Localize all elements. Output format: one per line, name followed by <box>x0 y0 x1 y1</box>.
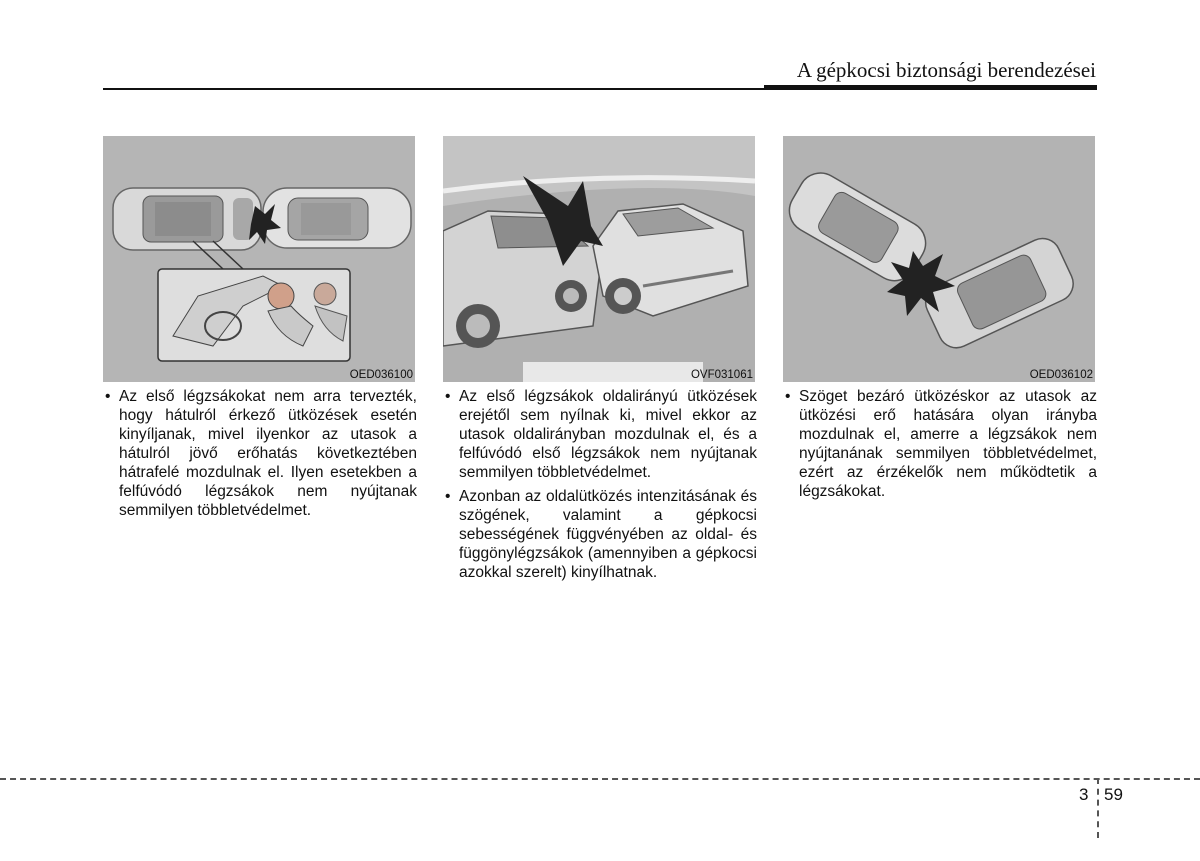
page-chapter: 3 <box>1079 785 1089 804</box>
side-collision-illustration <box>443 136 755 382</box>
angled-collision-illustration <box>783 136 1095 382</box>
page-header-title: A gépkocsi biztonsági berendezései <box>796 58 1096 82</box>
car-right <box>263 188 411 248</box>
text-column-1 <box>103 387 417 525</box>
figure-code: OVF031061 <box>690 369 753 381</box>
text-column-3 <box>783 387 1097 506</box>
figure-side-collision <box>443 136 755 382</box>
bullet-text: • Szöget bezáró ütközéskor az utasok az ütközési erő hatására olyan irányba mozdulnak el, amerre a légzsákok nem nyújtanának semmilyen többletvédelmet, ezért az érzékelők nem működtetik a légzsákokat. <box>783 387 1097 501</box>
page-number: 59 <box>1104 785 1123 804</box>
rear-collision-illustration <box>103 136 415 382</box>
figure-angled-collision <box>783 136 1095 382</box>
bullet-text: • Azonban az oldalütközés intenzitásának és szögének, valamint a gépkocsi sebességének függvényében az oldal- és függönylégzsákok (amennyiben a gépkocsi azokkal szerelt) kinyílhatnak. <box>443 487 757 582</box>
header-rule-accent <box>764 85 1097 90</box>
footer-divider <box>0 778 1200 780</box>
bullet-text: • Az első légzsákok oldalirányú ütközések erejétől sem nyílnak ki, mivel ekkor az utasok oldalirányban mozdulnak el, és a felfúvódó első légzsákok nem nyújtanak semmilyen többletvédelmet. <box>443 387 757 482</box>
bullet-text: • Az első légzsákokat nem arra tervezték, hogy hátulról érkező ütközések esetén kinyíljanak, mivel ilyenkor az utasok a hátulról jövő erőhatás következtében hátrafelé mozdulnak el. Ilyen esetekben a felfúvódó légzsákok nem nyújtanak semmilyen többletvédelmet. <box>103 387 417 520</box>
car-left <box>113 188 261 250</box>
footer-page-separator <box>1097 778 1099 838</box>
figure-code: OED036102 <box>1029 369 1093 381</box>
figure-rear-collision <box>103 136 415 382</box>
figure-code: OED036100 <box>349 369 413 381</box>
text-column-2 <box>443 387 757 587</box>
